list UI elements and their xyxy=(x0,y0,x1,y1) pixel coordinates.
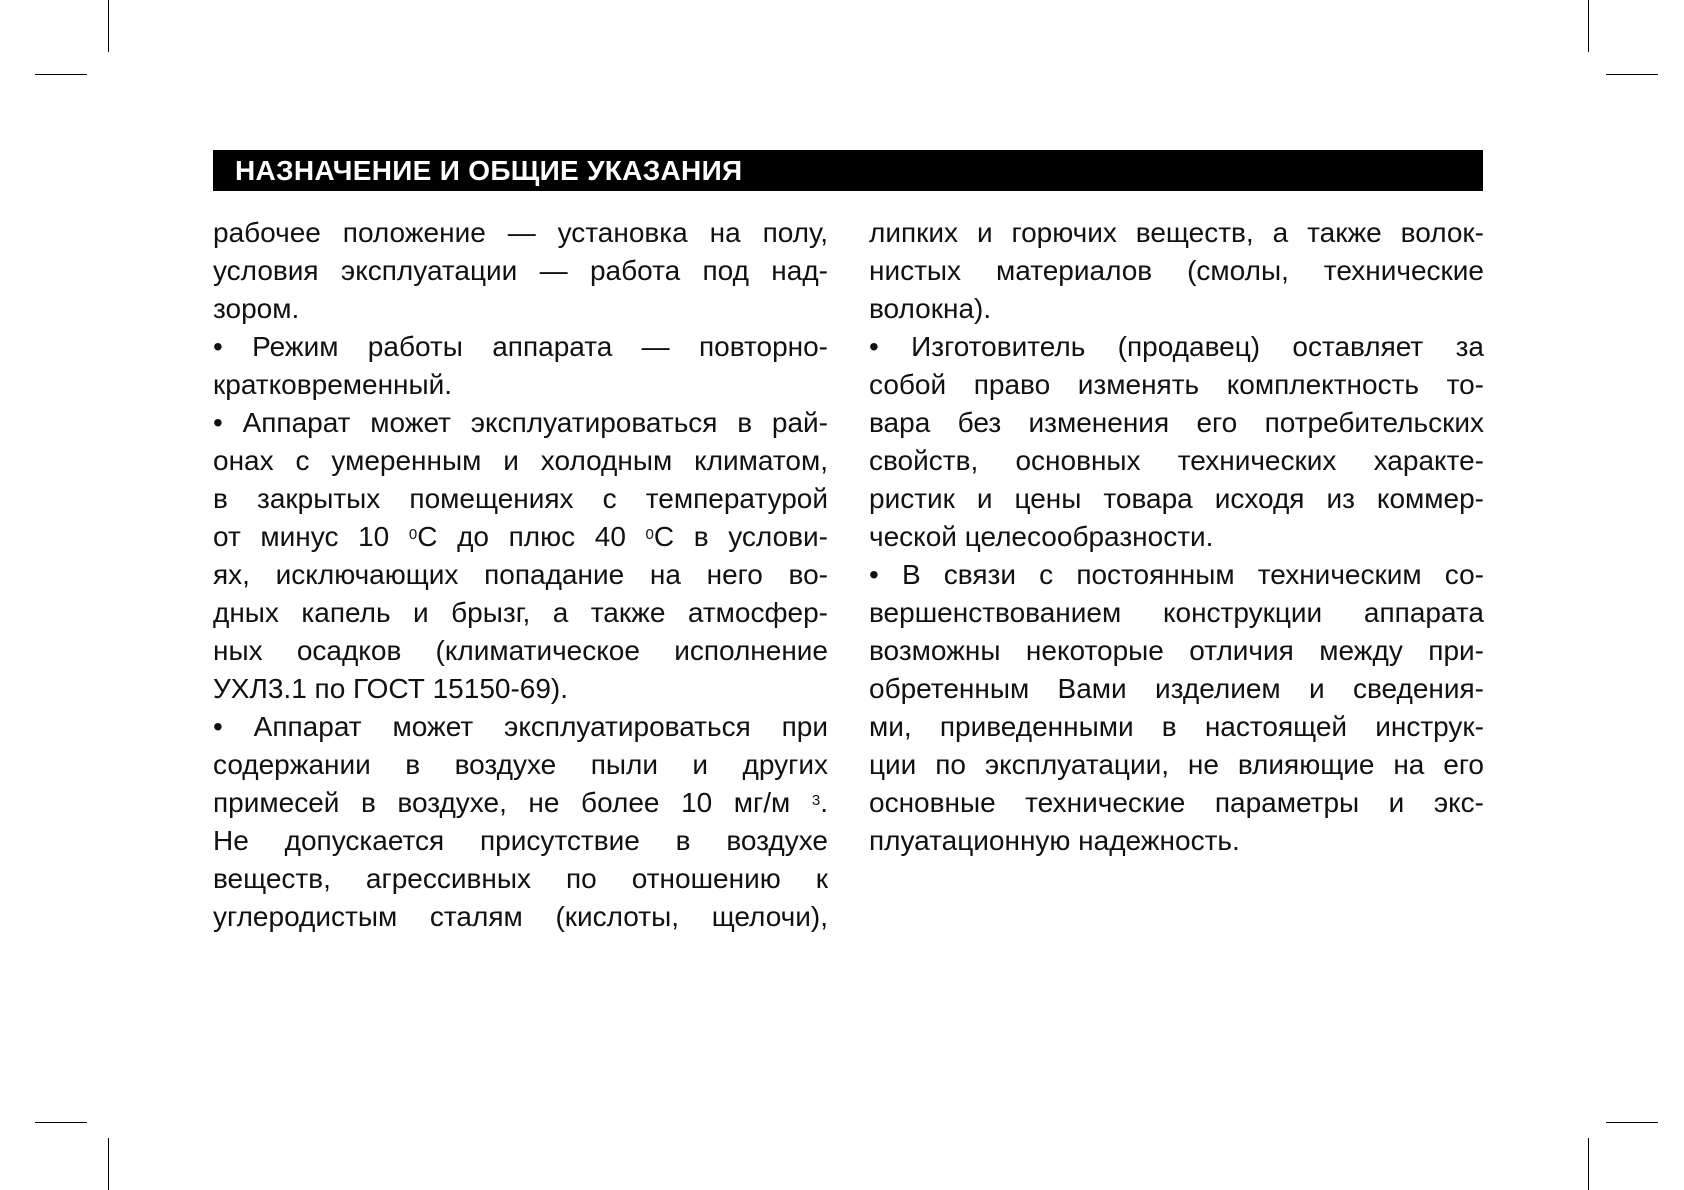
temp-text-1: от минус 10 xyxy=(213,521,409,552)
text-line: нистых материалов (смолы, технические xyxy=(869,255,1484,286)
text-line: ми, приведенными в настоящей инструк- xyxy=(869,711,1484,742)
text-line: ных осадков (климатическое исполнение xyxy=(213,635,828,666)
text-line: ях, исключающих попадание на него во- xyxy=(213,559,828,590)
crop-mark-top-right-horizontal xyxy=(1606,74,1658,75)
crop-mark-top-right-vertical xyxy=(1588,0,1589,52)
text-line: вершенствованием конструкции аппарата xyxy=(869,597,1484,628)
text-line: • Аппарат может эксплуатироваться в рай- xyxy=(213,407,828,438)
text-line: волокна). xyxy=(869,293,992,324)
dust-text-2: . xyxy=(820,787,828,818)
text-line: ристик и цены товара исходя из коммер- xyxy=(869,483,1484,514)
text-line: веществ, агрессивных по отношению к xyxy=(213,863,828,894)
text-line: • Аппарат может эксплуатироваться при xyxy=(213,711,828,742)
dust-concentration-line xyxy=(213,784,828,822)
text-line: условия эксплуатации — работа под над- xyxy=(213,255,828,286)
text-line: ции по эксплуатации, не влияющие на его xyxy=(869,749,1484,780)
text-line: • Изготовитель (продавец) оставляет за xyxy=(869,331,1484,362)
text-line: онах с умеренным и холодным климатом, xyxy=(213,445,828,476)
text-line: свойств, основных технических характе- xyxy=(869,445,1484,476)
text-line: рабочее положение — установка на полу, xyxy=(213,217,828,248)
text-line: содержании в воздухе пыли и других xyxy=(213,749,828,780)
text-line: • В связи с постоянным техническим со- xyxy=(869,559,1484,590)
text-line: обретенным Вами изделием и сведения- xyxy=(869,673,1484,704)
left-column xyxy=(213,214,828,936)
degree-sup-1: 0 xyxy=(408,526,418,543)
text-line: • Режим работы аппарата — повторно- xyxy=(213,331,828,362)
text-line: кратковременный. xyxy=(213,369,453,400)
cubic-sup: 3 xyxy=(811,792,821,809)
text-line: УХЛ3.1 по ГОСТ 15150-69). xyxy=(213,673,569,704)
crop-mark-bottom-left-horizontal xyxy=(35,1122,87,1123)
temperature-line xyxy=(213,518,828,556)
right-column xyxy=(869,214,1484,860)
temp-text-3: С в услови- xyxy=(653,521,828,552)
text-line: вара без изменения его потребительских xyxy=(869,407,1484,438)
text-line: плуатационную надежность. xyxy=(869,825,1240,856)
text-line: основные технические параметры и экс- xyxy=(869,787,1484,818)
text-line: в закрытых помещениях с температурой xyxy=(213,483,828,514)
text-line: собой право изменять комплектность то- xyxy=(869,369,1484,400)
text-line: Не допускается присутствие в воздухе xyxy=(213,825,828,856)
crop-mark-top-left-horizontal xyxy=(35,74,87,75)
text-line: дных капель и брызг, а также атмосфер- xyxy=(213,597,828,628)
text-line: углеродистым сталям (кислоты, щелочи), xyxy=(213,901,828,932)
temp-text-2: С до плюс 40 xyxy=(417,521,646,552)
section-header xyxy=(213,150,1483,191)
text-line: зором. xyxy=(213,293,300,324)
text-line: ческой целесообразности. xyxy=(869,521,1214,552)
text-line: возможны некоторые отличия между при- xyxy=(869,635,1484,666)
text-line: липких и горючих веществ, а также волок- xyxy=(869,217,1484,248)
degree-sup-2: 0 xyxy=(645,526,654,543)
section-title: НАЗНАЧЕНИЕ И ОБЩИЕ УКАЗАНИЯ xyxy=(235,155,743,186)
crop-mark-top-left-vertical xyxy=(108,0,109,52)
crop-mark-bottom-right-vertical xyxy=(1588,1138,1589,1190)
crop-mark-bottom-right-horizontal xyxy=(1606,1122,1658,1123)
dust-text-1: примесей в воздухе, не более 10 мг/м xyxy=(213,787,812,818)
crop-mark-bottom-left-vertical xyxy=(108,1138,109,1190)
